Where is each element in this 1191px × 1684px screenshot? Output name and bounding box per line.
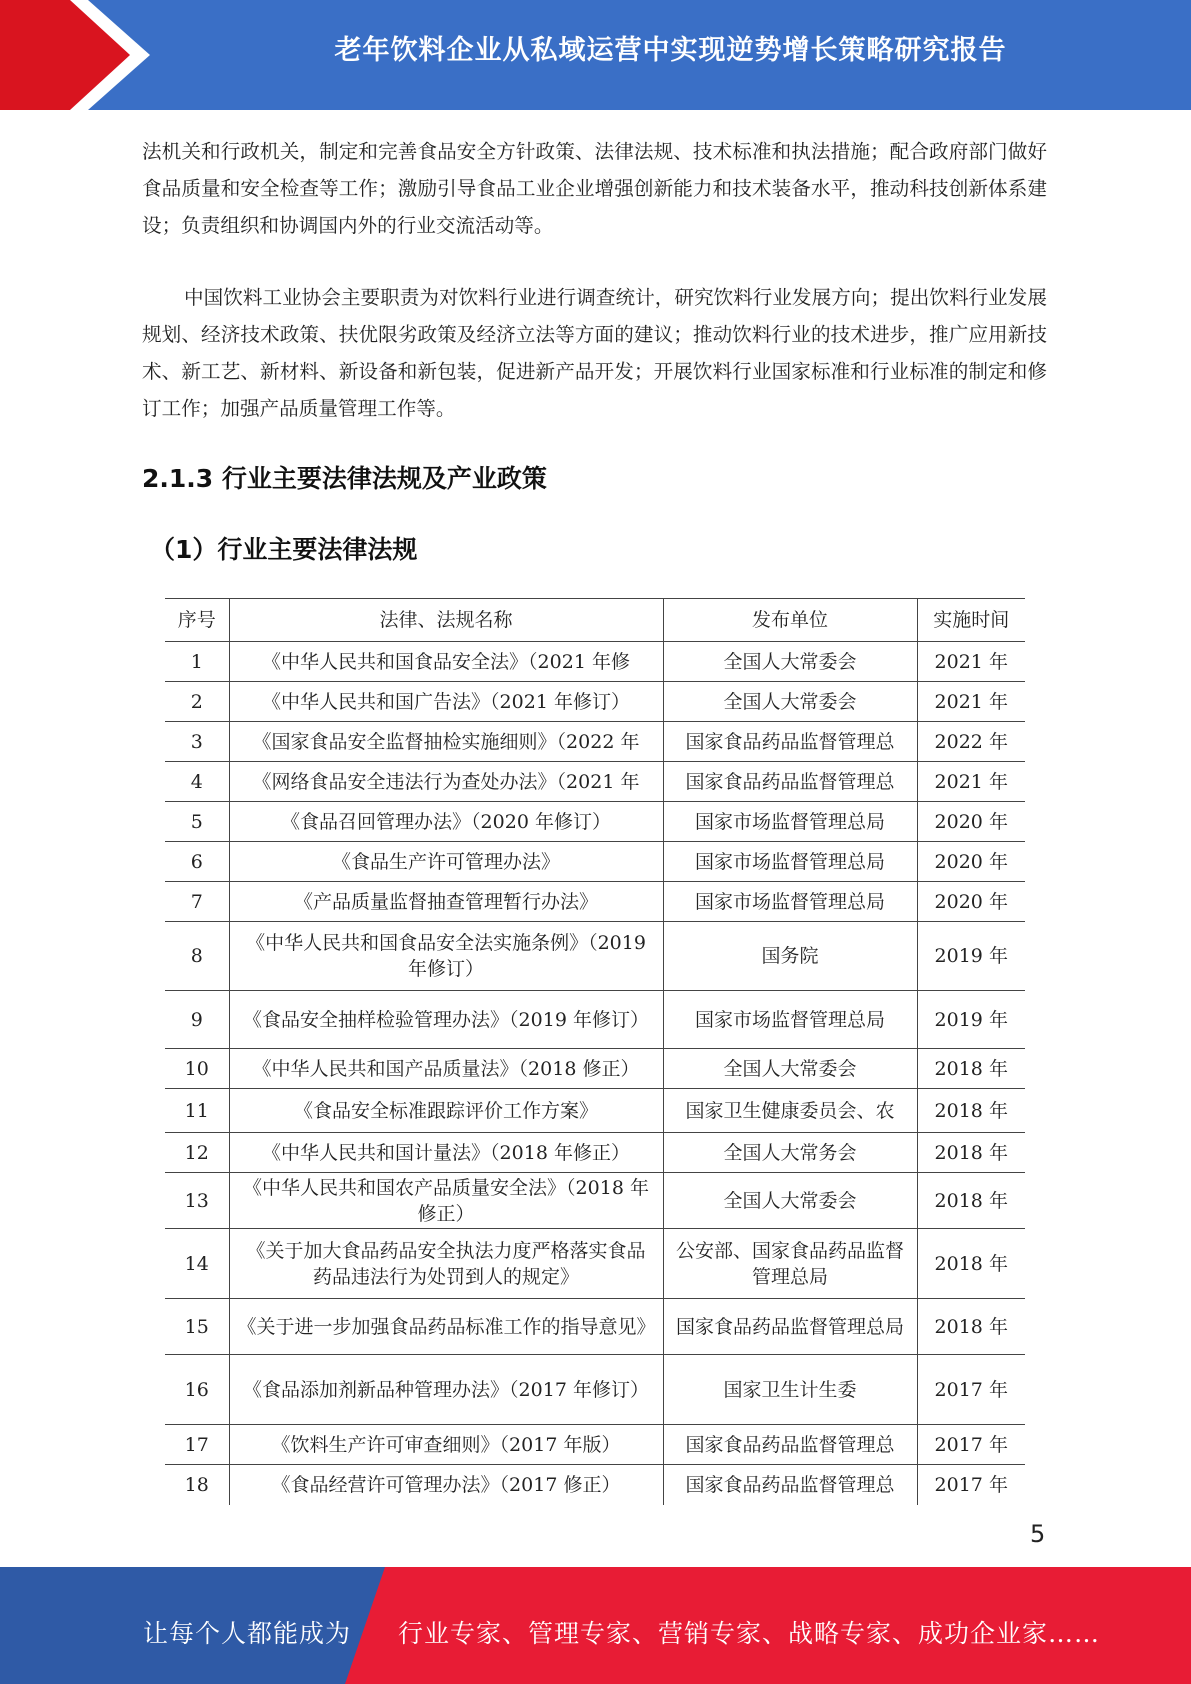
effective-year: 2018 年 xyxy=(917,1173,1025,1229)
effective-year: 2018 年 xyxy=(917,1089,1025,1133)
issuing-body: 公安部、国家食品药品监督管理总局 xyxy=(663,1229,917,1299)
subsection-heading: （1）行业主要法律法规 xyxy=(150,535,418,564)
section-heading: 2.1.3 行业主要法律法规及产业政策 xyxy=(142,464,547,493)
effective-year: 2020 年 xyxy=(917,882,1025,922)
row-number: 17 xyxy=(165,1425,229,1465)
report-title: 老年饮料企业从私域运营中实现逆势增长策略研究报告 xyxy=(334,35,1007,66)
table-row xyxy=(165,842,1025,882)
issuing-body: 全国人大常委会 xyxy=(663,682,917,722)
table-row xyxy=(165,882,1025,922)
table-row xyxy=(165,1133,1025,1173)
laws-table xyxy=(165,598,1025,1505)
issuing-body: 国家食品药品监督管理总 xyxy=(663,762,917,802)
table-row xyxy=(165,1299,1025,1355)
issuing-body: 国家卫生健康委员会、农 xyxy=(663,1089,917,1133)
issuing-body: 全国人大常委会 xyxy=(663,1173,917,1229)
law-name: 《国家食品安全监督抽检实施细则》（2022 年 xyxy=(229,722,663,762)
law-name: 《关于加大食品药品安全执法力度严格落实食品药品违法行为处罚到人的规定》 xyxy=(229,1229,663,1299)
header-red-chevron xyxy=(0,0,150,110)
effective-year: 2018 年 xyxy=(917,1299,1025,1355)
issuing-body: 国家食品药品监督管理总局 xyxy=(663,1299,917,1355)
table-header-row xyxy=(165,599,1025,642)
law-name: 《食品经营许可管理办法》（2017 修正） xyxy=(229,1465,663,1505)
law-name: 《食品安全抽样检验管理办法》（2019 年修订） xyxy=(229,991,663,1049)
row-number: 2 xyxy=(165,682,229,722)
law-name: 《饮料生产许可审查细则》（2017 年版） xyxy=(229,1425,663,1465)
effective-year: 2017 年 xyxy=(917,1425,1025,1465)
table-row xyxy=(165,922,1025,991)
header-issuer: 发布单位 xyxy=(663,599,917,642)
table-row xyxy=(165,991,1025,1049)
effective-year: 2019 年 xyxy=(917,922,1025,991)
issuing-body: 国家卫生计生委 xyxy=(663,1355,917,1425)
row-number: 3 xyxy=(165,722,229,762)
table-row xyxy=(165,1425,1025,1465)
row-number: 6 xyxy=(165,842,229,882)
issuing-body: 全国人大常务会 xyxy=(663,1133,917,1173)
row-number: 5 xyxy=(165,802,229,842)
law-name: 《产品质量监督抽查管理暂行办法》 xyxy=(229,882,663,922)
effective-year: 2018 年 xyxy=(917,1229,1025,1299)
law-name: 《食品召回管理办法》（2020 年修订） xyxy=(229,802,663,842)
row-number: 14 xyxy=(165,1229,229,1299)
row-number: 7 xyxy=(165,882,229,922)
law-name: 《中华人民共和国食品安全法实施条例》（2019 年修订） xyxy=(229,922,663,991)
row-number: 8 xyxy=(165,922,229,991)
law-name: 《食品添加剂新品种管理办法》（2017 年修订） xyxy=(229,1355,663,1425)
law-name: 《关于进一步加强食品药品标准工作的指导意见》 xyxy=(229,1299,663,1355)
effective-year: 2020 年 xyxy=(917,802,1025,842)
row-number: 18 xyxy=(184,1473,209,1496)
issuing-body: 国家食品药品监督管理总 xyxy=(663,1465,917,1505)
law-name: 《中华人民共和国农产品质量安全法》（2018 年修正） xyxy=(229,1173,663,1229)
row-number: 10 xyxy=(165,1049,229,1089)
effective-year: 2017 年 xyxy=(917,1465,1025,1505)
law-name: 《中华人民共和国广告法》（2021 年修订） xyxy=(229,682,663,722)
issuing-body: 国家食品药品监督管理总 xyxy=(663,1425,917,1465)
row-number: 1 xyxy=(165,642,229,682)
issuing-body: 全国人大常委会 xyxy=(663,1049,917,1089)
footer-slogan-right: 行业专家、管理专家、营销专家、战略专家、成功企业家…… xyxy=(398,1619,1101,1648)
law-name: 《中华人民共和国食品安全法》（2021 年修 xyxy=(229,642,663,682)
table-row xyxy=(165,1465,1025,1505)
issuing-body: 国家市场监督管理总局 xyxy=(663,991,917,1049)
page-number: 5 xyxy=(1030,1520,1046,1548)
row-number: 11 xyxy=(165,1089,229,1133)
effective-year: 2021 年 xyxy=(917,762,1025,802)
table-row xyxy=(165,682,1025,722)
header-law-name: 法律、法规名称 xyxy=(229,599,663,642)
effective-year: 2018 年 xyxy=(917,1049,1025,1089)
row-number: 4 xyxy=(165,762,229,802)
effective-year: 2019 年 xyxy=(917,991,1025,1049)
law-name: 《中华人民共和国计量法》（2018 年修正） xyxy=(229,1133,663,1173)
law-name: 《食品安全标准跟踪评价工作方案》 xyxy=(229,1089,663,1133)
effective-year: 2020 年 xyxy=(917,842,1025,882)
footer-slogan-left: 让每个人都能成为 xyxy=(143,1619,352,1648)
table-row xyxy=(165,1049,1025,1089)
header-effective-date: 实施时间 xyxy=(917,599,1025,642)
table-row xyxy=(165,722,1025,762)
paragraph-beverage-association: 中国饮料工业协会主要职责为对饮料行业进行调查统计，研究饮料行业发展方向；提出饮料行业发展规划、经济技术政策、扶优限劣政策及经济立法等方面的建议；推动饮料行业的技术进步，推广应用新技术、新工艺、新材料、新设备和新包装，促进新产品开发；开展饮料行业国家标准和行业标准的制定和修订工作；加强产品质量管理工作等。 xyxy=(142,286,1047,420)
issuing-body: 国务院 xyxy=(663,922,917,991)
row-number: 16 xyxy=(165,1355,229,1425)
table-row xyxy=(165,802,1025,842)
row-number: 15 xyxy=(165,1299,229,1355)
row-number: 9 xyxy=(165,991,229,1049)
table-row xyxy=(165,762,1025,802)
row-number: 12 xyxy=(165,1133,229,1173)
law-name: 《食品生产许可管理办法》 xyxy=(229,842,663,882)
issuing-body: 全国人大常委会 xyxy=(663,642,917,682)
law-name: 《中华人民共和国产品质量法》（2018 修正） xyxy=(229,1049,663,1089)
effective-year: 2021 年 xyxy=(917,642,1025,682)
issuing-body: 国家市场监督管理总局 xyxy=(663,882,917,922)
effective-year: 2022 年 xyxy=(917,722,1025,762)
table-row xyxy=(165,1173,1025,1229)
effective-year: 2018 年 xyxy=(917,1133,1025,1173)
row-number: 13 xyxy=(165,1173,229,1229)
effective-year: 2017 年 xyxy=(917,1355,1025,1425)
effective-year: 2021 年 xyxy=(917,682,1025,722)
law-name: 《网络食品安全违法行为查处办法》（2021 年 xyxy=(229,762,663,802)
header-no: 序号 xyxy=(165,599,229,642)
table-row xyxy=(165,1089,1025,1133)
paragraph-duties-continued: 法机关和行政机关，制定和完善食品安全方针政策、法律法规、技术标准和执法措施；配合政府部门做好食品质量和安全检查等工作；激励引导食品工业企业增强创新能力和技术装备水平，推动科技创新体系建设；负责组织和协调国内外的行业交流活动等。 xyxy=(142,140,1047,237)
issuing-body: 国家市场监督管理总局 xyxy=(663,802,917,842)
issuing-body: 国家市场监督管理总局 xyxy=(663,842,917,882)
table-row xyxy=(165,642,1025,682)
table-row xyxy=(165,1229,1025,1299)
table-row xyxy=(165,1355,1025,1425)
issuing-body: 国家食品药品监督管理总 xyxy=(663,722,917,762)
